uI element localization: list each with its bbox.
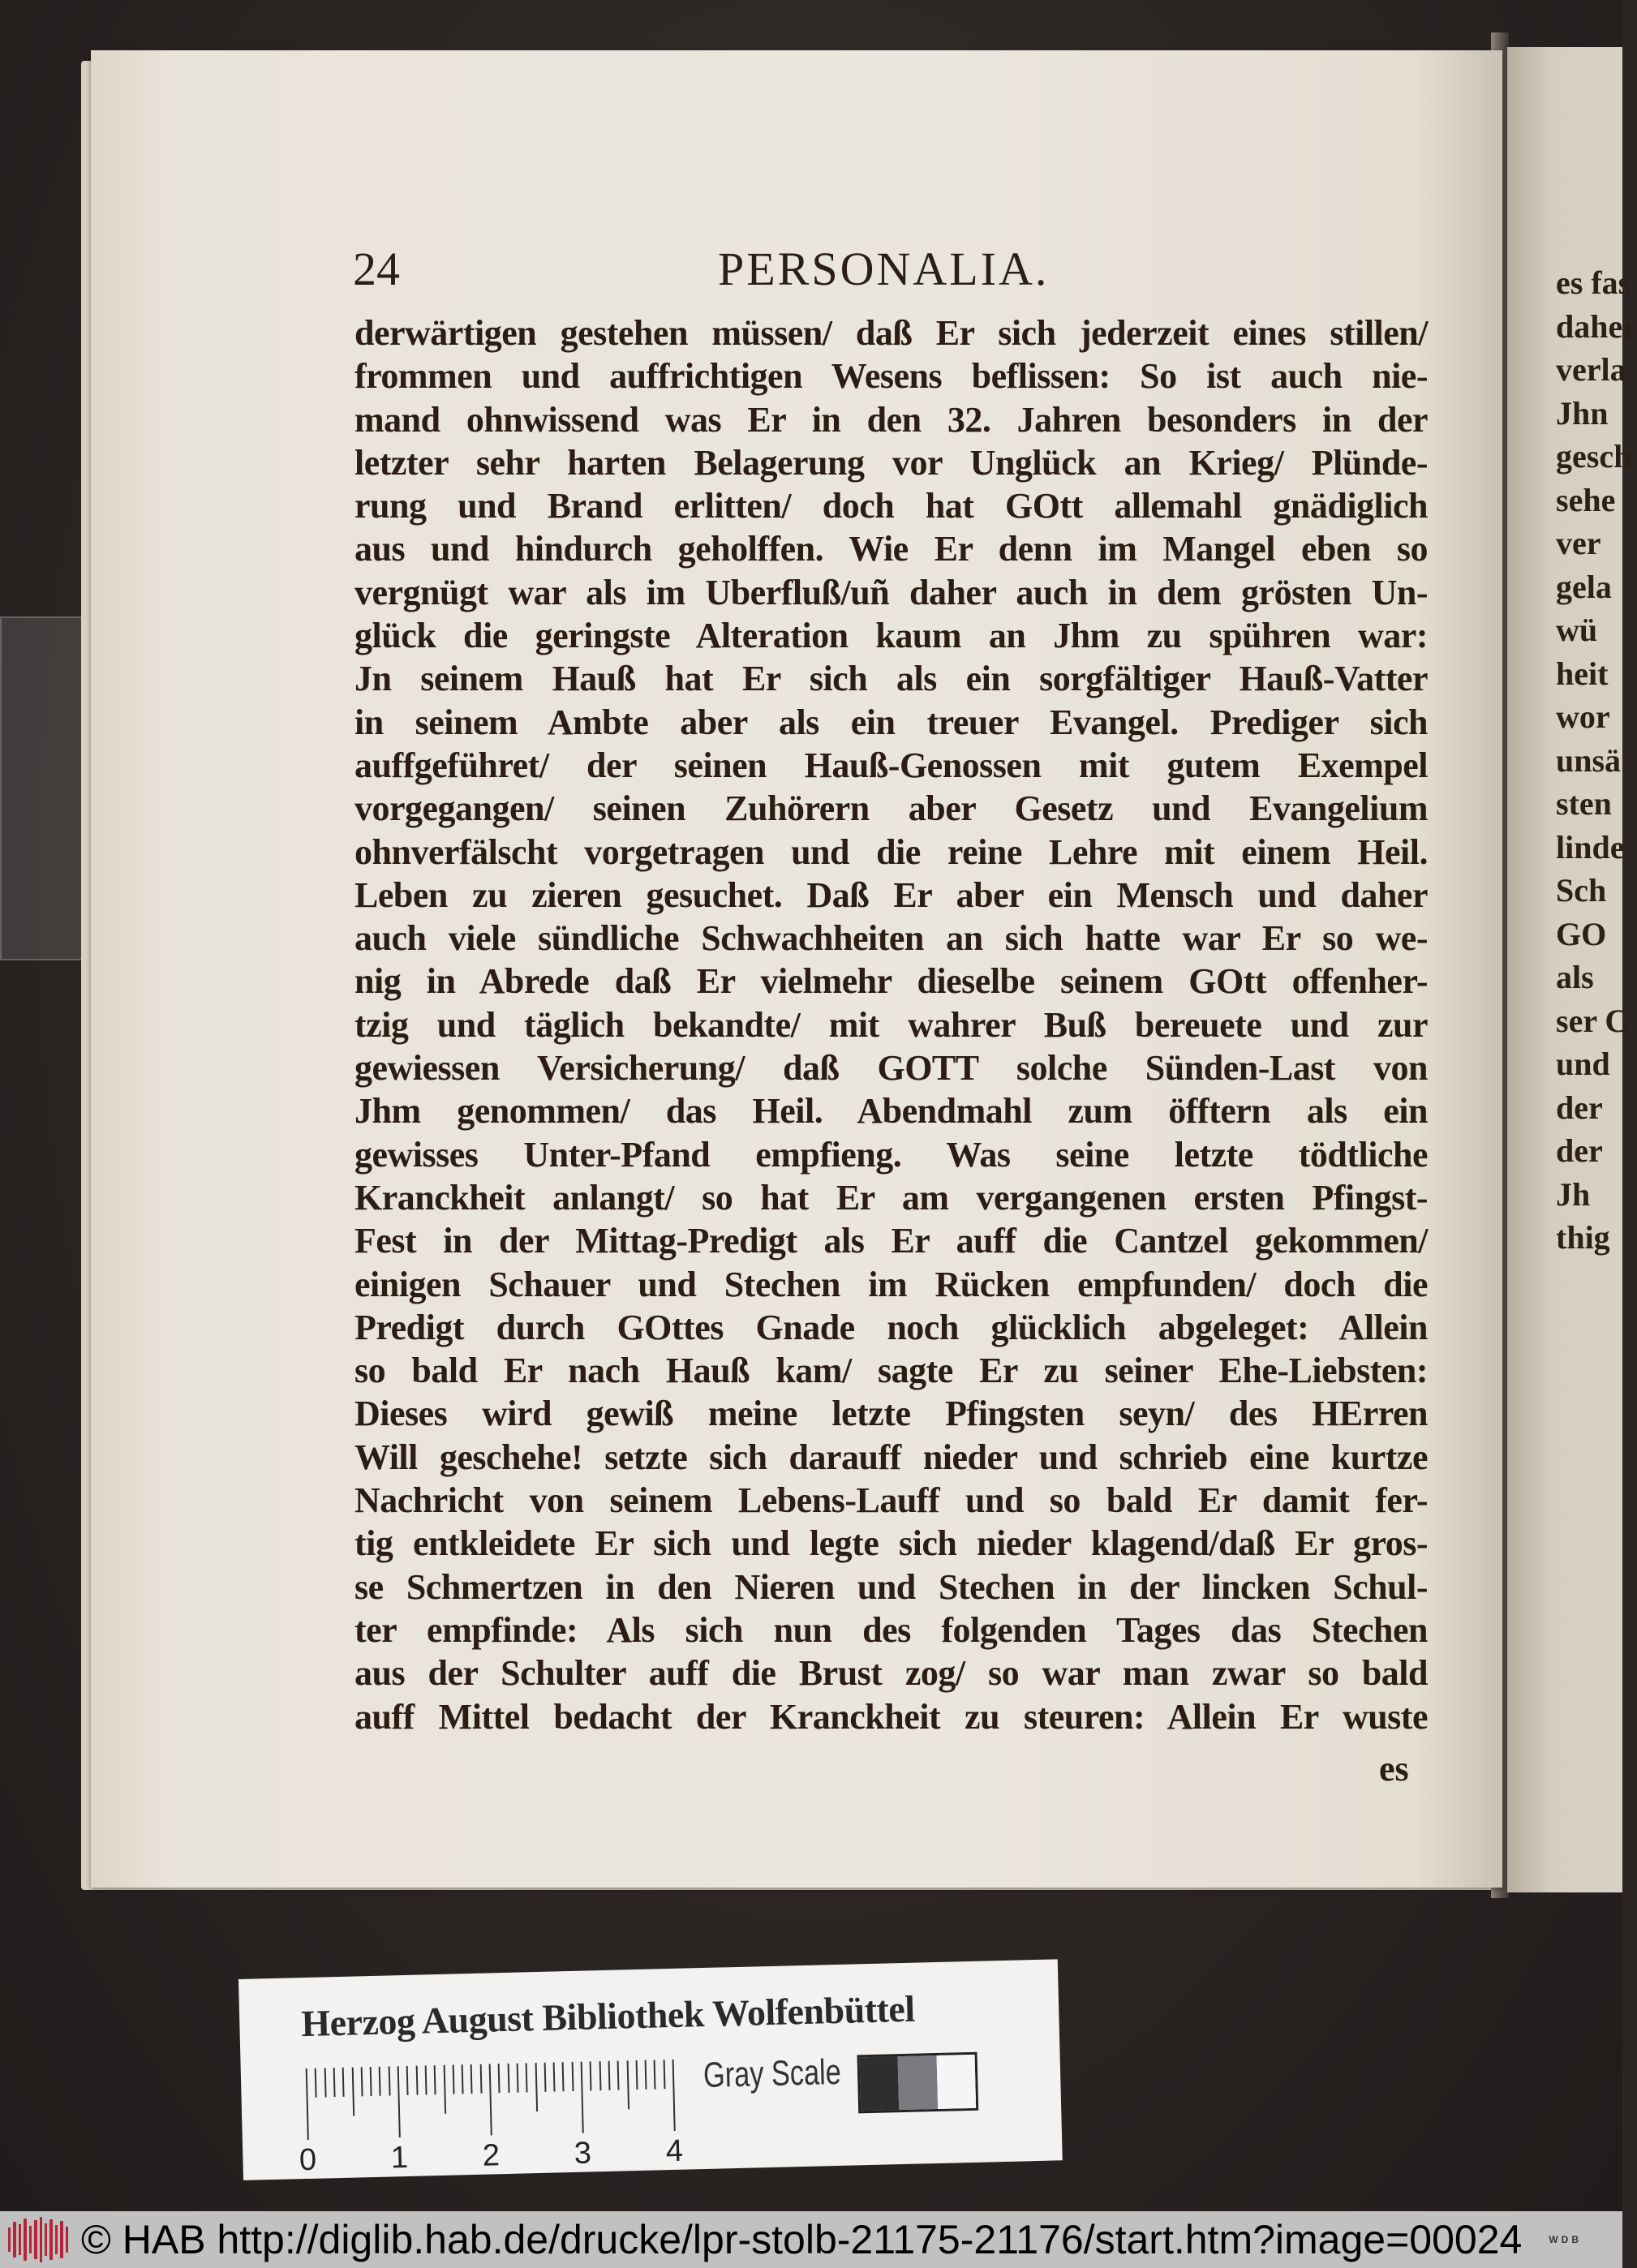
facing-text-line: ver [1556,525,1601,561]
logo-bar [8,2227,11,2252]
ruler-tick [360,2067,363,2096]
facing-text-line: der [1556,1132,1603,1169]
logo-bar [40,2217,42,2262]
logo-bar [49,2219,52,2260]
ruler-tick [379,2067,381,2096]
text-line: auch viele sündliche Schwachheiten an sich hatte war Er so we- [354,918,1428,959]
facing-text-line: gesch [1556,438,1632,475]
ruler-tick [489,2064,492,2135]
text-line: derwärtigen gestehen müssen/ daß Er sich jederzeit eines stillen/ [354,313,1428,353]
text-line: glück die geringste Alteration kaum an Jhm zu spühren war: [354,616,1428,656]
ruler-tick [663,2060,665,2089]
text-line: tig entkleidete Er sich und legte sich nieder klagend/daß Er gros- [354,1523,1428,1564]
ruler-tick [599,2061,601,2090]
gray-swatch-patch [936,2055,976,2109]
facing-text-line: als [1556,959,1594,995]
ruler-tick [581,2062,584,2133]
ruler-number: 1 [390,2140,409,2176]
ruler-tick [617,2061,620,2090]
facing-text-line: Jh [1556,1175,1591,1213]
facing-text-line: thig [1556,1219,1610,1256]
ruler [299,2060,684,2178]
facing-page-text [1556,261,1637,1260]
ruler-tick [452,2065,454,2094]
facing-text-line: es fas [1556,264,1631,301]
ruler-tick [434,2065,436,2094]
ruler-tick [397,2066,401,2137]
ruler-tick [635,2060,638,2090]
text-line: auffgeführet/ der seinen Hauß-Genossen mit gutem Exempel [354,745,1428,785]
ruler-tick [443,2065,445,2114]
ruler-tick [544,2063,546,2092]
text-line: Kranckheit anlangt/ so hat Er am vergangenen ersten Pfingst- [354,1177,1428,1218]
ruler-tick [507,2064,509,2093]
scale-card [238,1959,1063,2180]
logo-bar [34,2220,37,2259]
facing-text-line: sten [1556,785,1612,822]
facing-text-line: Sch [1556,872,1607,908]
ruler-tick [406,2066,409,2095]
facing-text-line: GO [1556,915,1607,952]
gray-scale-swatch [857,2052,979,2114]
ruler-number: 3 [574,2136,592,2171]
facing-text-line: gela [1556,568,1612,605]
ruler-tick [470,2064,473,2094]
facing-text-line: wor [1556,698,1610,735]
text-line: Nachricht von seinem Lebens-Lauff und so bald Er damit fer- [354,1480,1428,1521]
text-line: Will geschehe! setzte sich darauff nieder und schrieb eine kurtze [354,1437,1428,1477]
logo-bar [55,2225,58,2254]
ruler-tick [425,2065,428,2094]
footer-bar [0,2211,1622,2268]
wdb-badge: WDB [1549,2234,1582,2245]
text-line: gewisses Unter-Pfand empfieng. Was seine letzte tödtliche [354,1134,1428,1175]
ruler-tick [388,2066,390,2095]
facing-text-line: Jhn [1556,394,1609,432]
text-line: Dieses wird gewiß meine letzte Pfingsten seyn/ des HErren [354,1394,1428,1434]
ruler-tick [479,2064,482,2094]
facing-text-line: heit [1556,655,1609,692]
ruler-tick [351,2068,354,2116]
ruler-tick [626,2060,629,2109]
facing-text-line: und [1556,1046,1610,1082]
text-line: rung und Brand erlitten/ doch hat GOtt allemahl gnädiglich [354,486,1428,526]
text-line: aus der Schulter auff die Brust zog/ so war man zwar so bald [354,1653,1428,1694]
running-head: PERSONALIA. [718,243,1050,295]
text-line: mand ohnwissend was Er in den 32. Jahren besonders in der [354,399,1428,440]
ruler-tick [526,2063,528,2092]
text-line: gewiessen Versicherung/ daß GOTT solche Sünden-Last von [354,1048,1428,1089]
facing-text-line: linde [1556,828,1625,866]
ruler-tick [608,2061,610,2090]
logo-bar [13,2222,15,2257]
text-line: se Schmertzen in den Nieren und Stechen in der lincken Schul- [354,1566,1428,1607]
ruler-tick [535,2063,537,2111]
ruler-tick [645,2060,647,2090]
facing-text-line: daher [1556,307,1637,345]
page-number: 24 [353,243,400,295]
logo-bar [66,2227,68,2253]
ruler-number: 2 [482,2138,501,2173]
facing-text-line: der [1556,1089,1603,1126]
facing-text-line: unsä [1556,741,1622,779]
text-line: Fest in der Mittag-Predigt als Er auff die Cantzel gekommen/ [354,1221,1428,1261]
logo-bar [29,2226,32,2253]
ruler-tick [498,2064,501,2093]
ruler-tick [517,2064,519,2093]
hab-logo-icon [8,2217,68,2262]
body-text [354,311,1428,1738]
logo-bar [45,2223,47,2256]
ruler-tick [306,2068,309,2140]
text-line: ter empfinde: Als sich nun des folgenden Tages das Stechen [354,1609,1428,1650]
ruler-tick [562,2062,565,2091]
text-line: Leben zu zieren gesuchet. Daß Er aber ein Mensch und daher [354,874,1428,915]
ruler-tick [672,2060,676,2131]
facing-text-line: wü [1556,612,1598,648]
text-line: Predigt durch GOttes Gnade noch glücklich abgeleget: Allein [354,1307,1428,1347]
ruler-tick [333,2068,336,2097]
text-line: vorgegangen/ seinen Zuhörern aber Gesetz und Evangelium [354,788,1428,829]
library-name: Herzog August Bibliothek Wolfenbüttel [300,1987,916,2045]
ruler-tick [553,2063,556,2092]
text-line: ohnverfälscht vorgetragen und die reine Lehre mit einem Heil. [354,831,1428,872]
gray-swatch-patch [898,2055,938,2110]
text-line: nig in Abrede daß Er vielmehr dieselbe seinem GOtt offenher- [354,961,1428,1002]
facing-text-line: verla [1556,351,1626,388]
text-line: letzter sehr harten Belagerung vor Unglück an Krieg/ Plünde- [354,442,1428,483]
text-line: tzig und täglich bekandte/ mit wahrer Buß bereuete und zur [354,1004,1428,1045]
facing-text-line: sehe [1556,481,1616,518]
facing-text-line: ser C [1556,1002,1629,1039]
ruler-tick [370,2067,372,2096]
text-line: Jn seinem Hauß hat Er sich als ein sorgfältiger Hauß-Vatter [354,659,1428,699]
text-line: Jhm genommen/ das Heil. Abendmahl zum öfftern als ein [354,1091,1428,1132]
gray-scale-label: Gray Scale [702,2051,842,2096]
catchword: es [1379,1749,1409,1789]
gray-swatch-patch [860,2056,900,2111]
text-line: frommen und auffrichtigen Wesens beflissen: So ist auch nie- [354,356,1428,397]
ruler-tick [415,2066,418,2095]
text-line: so bald Er nach Hauß kam/ sagte Er zu seiner Ehe-Liebsten: [354,1351,1428,1391]
ruler-number: 0 [299,2142,317,2178]
text-line: einigen Schauer und Stechen im Rücken empfunden/ doch die [354,1264,1428,1304]
ruler-tick [462,2064,464,2094]
ruler-tick [324,2068,326,2097]
logo-bar [19,2224,21,2255]
text-line: vergnügt war als im Uberfluß/uñ daher auch in dem grösten Un- [354,572,1428,612]
ruler-tick [342,2068,345,2097]
ruler-tick [590,2061,592,2090]
ruler-tick [315,2068,317,2098]
text-line: auff Mittel bedacht der Kranckheit zu steuren: Allein Er wuste [354,1696,1428,1737]
ruler-tick [571,2062,574,2091]
text-line: in seinem Ambte aber als ein treuer Evangel. Prediger sich [354,702,1428,742]
logo-bar [60,2221,62,2258]
copyright-url[interactable]: © HAB http://diglib.hab.de/drucke/lpr-stolb-21175-21176/start.htm?image=00024 [81,2217,1523,2262]
ruler-number: 4 [665,2133,684,2169]
logo-bar [24,2219,26,2261]
ruler-tick [654,2060,656,2089]
text-line: aus und hindurch geholffen. Wie Er denn im Mangel eben so [354,529,1428,569]
